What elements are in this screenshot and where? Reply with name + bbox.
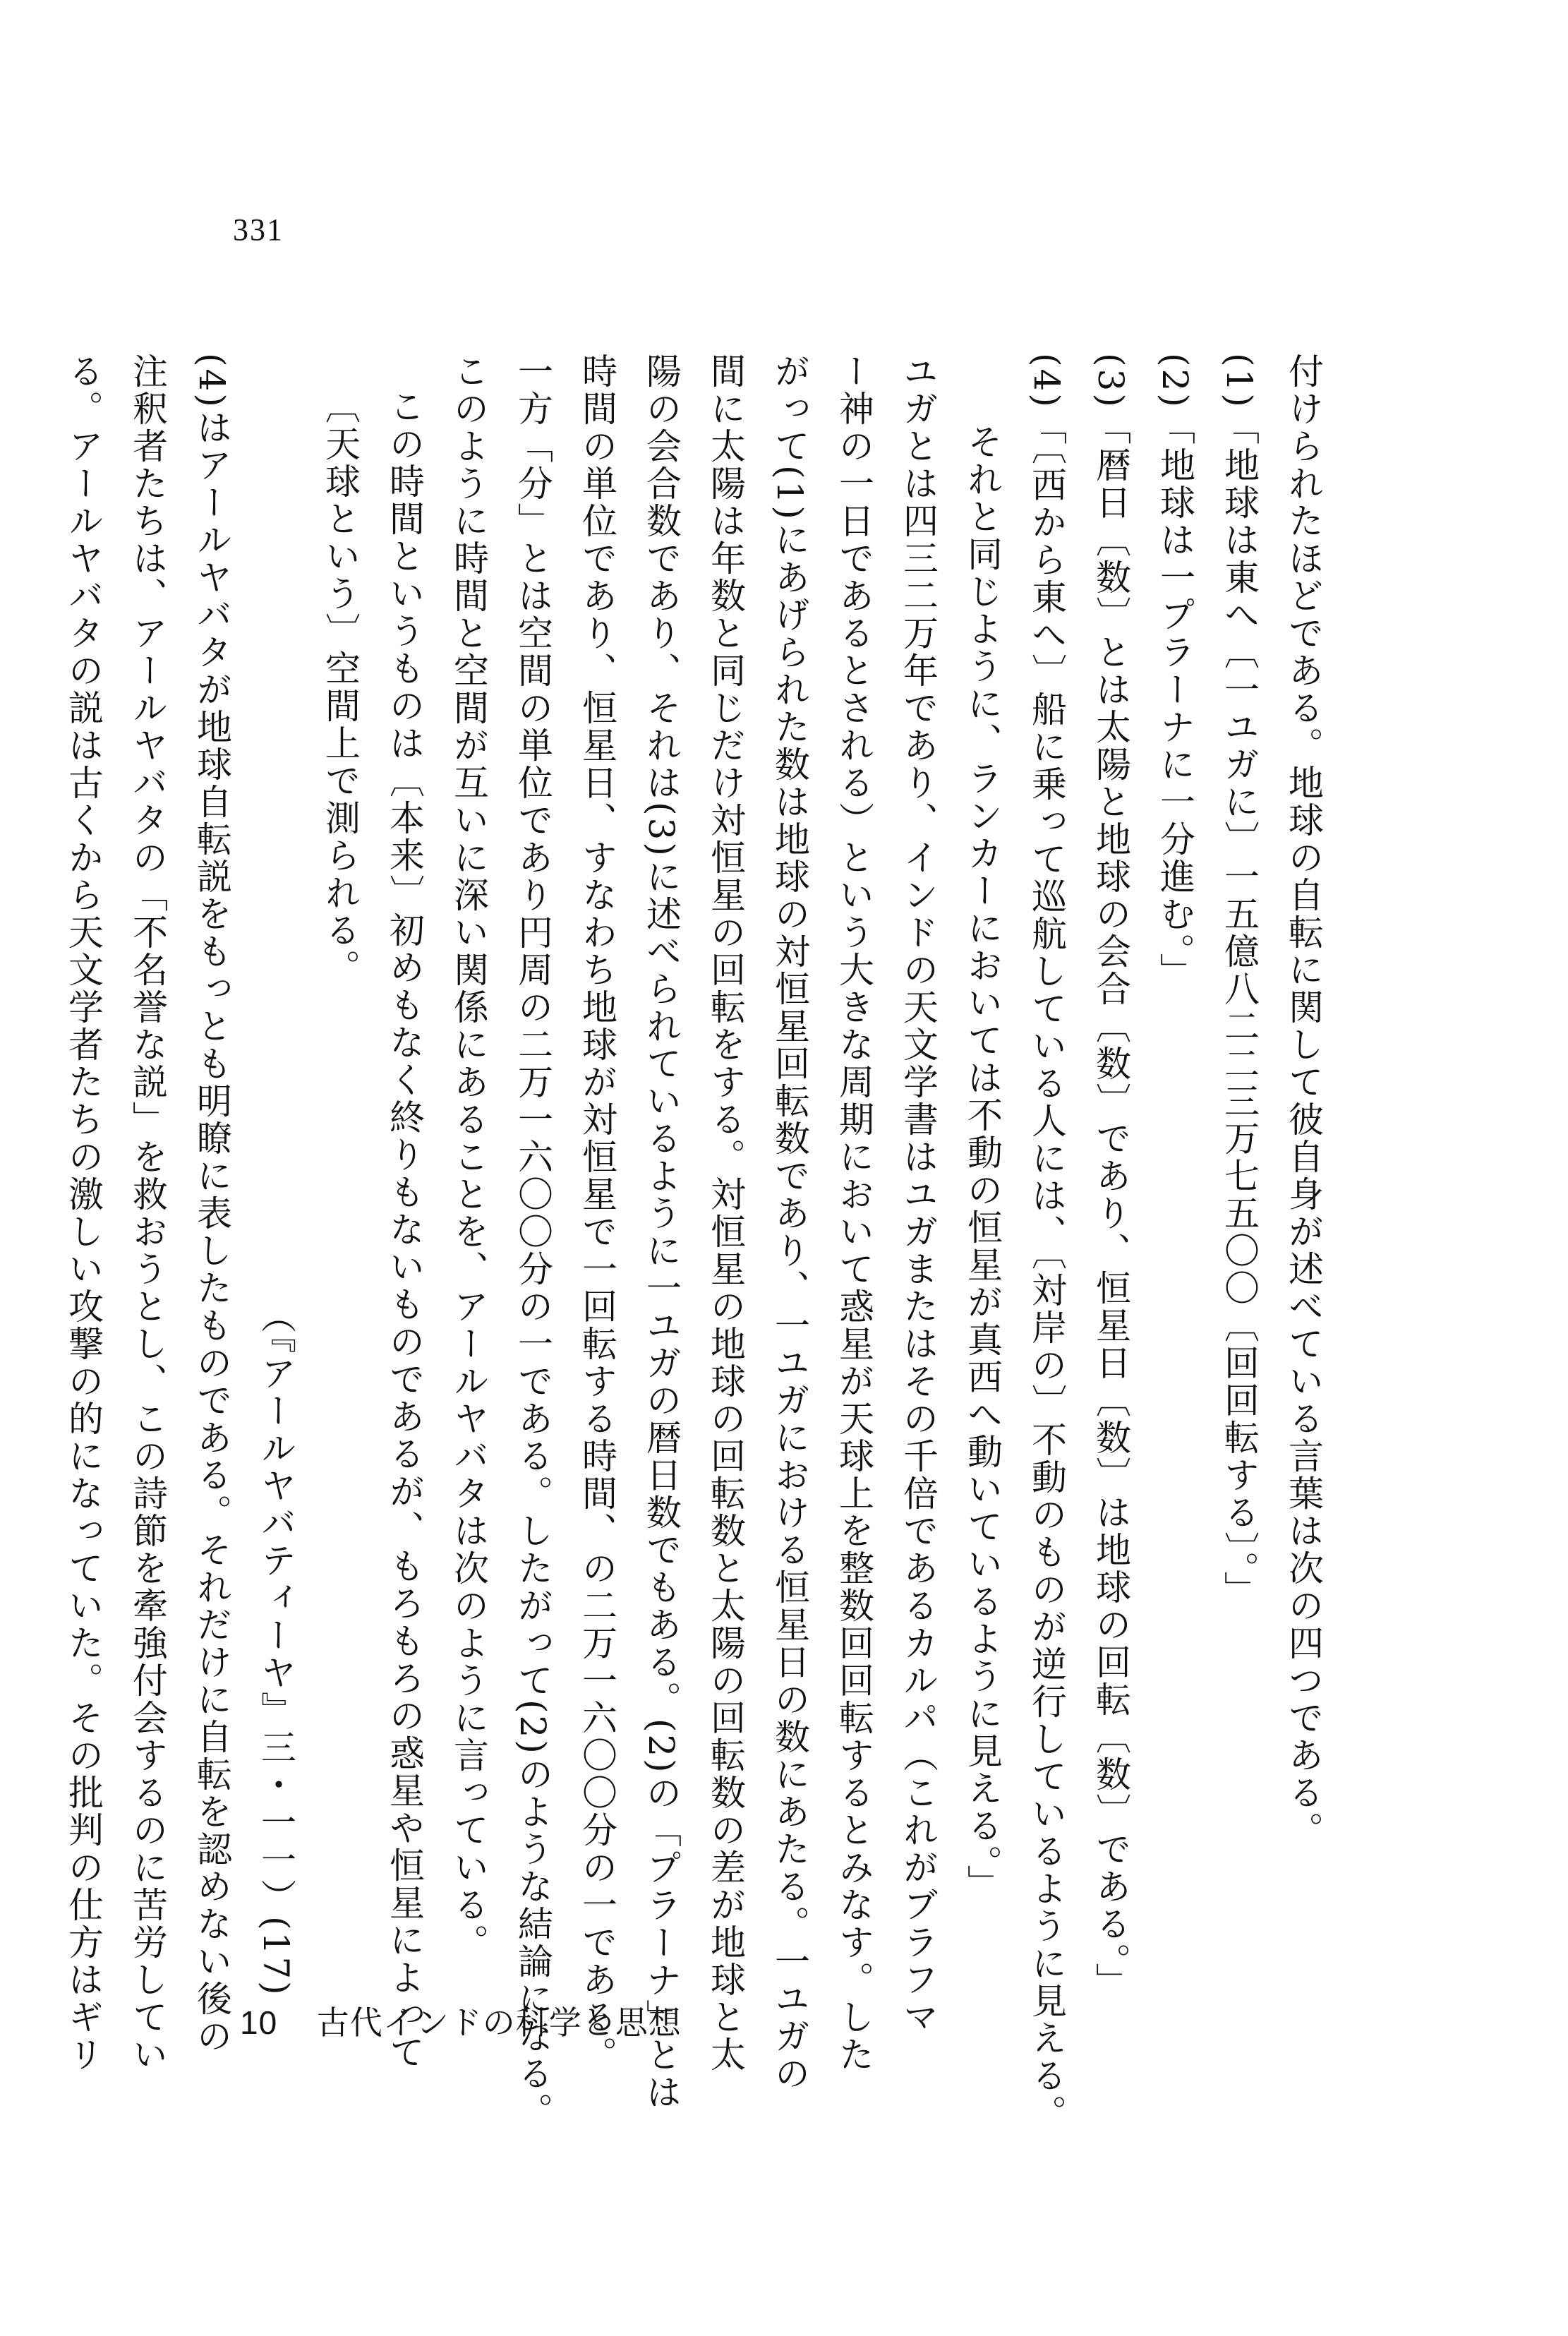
page-number: 331 [233, 212, 284, 247]
running-footer [240, 1997, 682, 2044]
text-column: (4)はアールヤバタが地球自転説をもっとも明瞭に表したものである。それだけに自転を認めない後の [191, 353, 232, 2055]
text-column: 時間の単位であり、恒星日、すなわち地球が対恒星で一回転する時間、の二万一六〇〇分の一である。 [577, 353, 617, 2073]
source-citation: （『アールヤバティーヤ』三・一一）(17) [255, 1298, 296, 1997]
text-column: 一方「分」とは空間の単位であり円周の二万一六〇〇分の一である。したがって(2)のような結論になる。 [512, 353, 553, 2130]
text-column: このように時間と空間が互いに深い関係にあることを、アールヤバタは次のように言っている。 [448, 353, 489, 1961]
text-column: 間に太陽は年数と同じだけ対恒星の回転をする。対恒星の地球の回転数と太陽の回転数の差が地球と太 [705, 353, 746, 2073]
text-column: ユガとは四三二万年であり、インドの天文学書はユガまたはその千倍であるカルパ（これがブラフマ [898, 353, 939, 2036]
text-column: (2)「地球は一プラーナに一分進む。」 [1154, 353, 1195, 990]
text-column: (3)「暦日〔数〕とは太陽と地球の会合〔数〕であり、恒星日〔数〕は地球の回転〔数〕である。」 [1090, 353, 1131, 2000]
text-column: 〔天球という〕空間上で測られる。 [320, 388, 361, 987]
text-column: (1)「地球は東へ〔一ユガに〕一五億八二二三万七五〇〇〔回回転する〕。」 [1219, 353, 1260, 1608]
text-column: それと同じように、ランカーにおいては不動の恒星が真西へ動いているように見える。」 [962, 423, 1003, 1902]
text-column: ー神の一日であるとされる）という大きな周期において惑星が天球上を整数回回転するとみなす。した [833, 353, 874, 2073]
text-column: がって(1)にあげられた数は地球の対恒星回転数であり、一ユガにおける恒星日の数にあたる。一ユガの [769, 353, 810, 2093]
text-column: 付けられたほどである。地球の自転に関して彼自身が述べている言葉は次の四つである。 [1283, 353, 1324, 1849]
text-column: 注釈者たちは、アールヤバタの「不名誉な説」を救おうとし、この詩節を牽強付会するのに苦労してい [127, 353, 168, 2073]
text-column: この時間というものは〔本来〕初めもなく終りもないものであるが、もろもろの惑星や恒星によって [384, 388, 425, 2071]
chapter-title: 古代インドの科学と思想 [316, 2004, 682, 2042]
chapter-number: 10 [240, 2004, 278, 2041]
text-column: (4)「〔西から東へ〕船に乗って巡航している人には、〔対岸の〕不動のものが逆行しているように見える。 [1026, 353, 1067, 2132]
text-column: る。アールヤバタの説は古くから天文学者たちの激しい攻撃の的になっていた。その批判の仕方はギリ [63, 353, 104, 2073]
text-column: 陽の会合数であり、それは(3)に述べられているように一ユガの暦日数でもある。(2)の「プラーナ」とは [641, 353, 682, 2112]
